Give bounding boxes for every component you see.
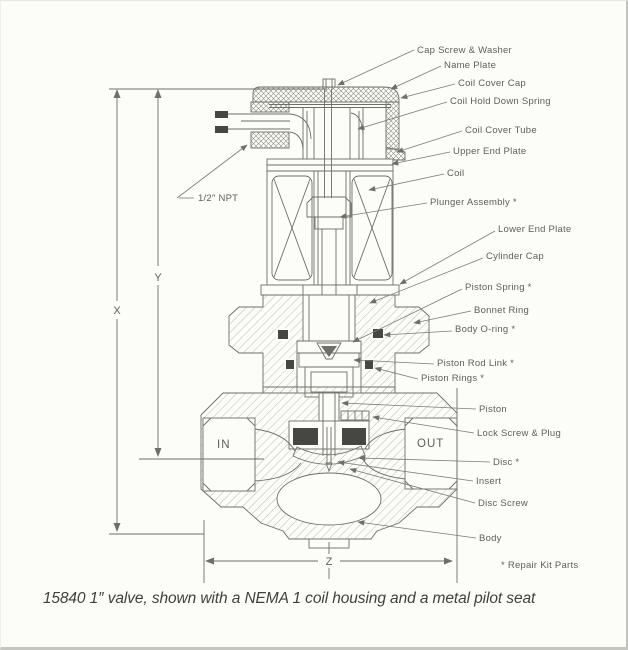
callout-coil-hold-down-spring: Coil Hold Down Spring bbox=[450, 96, 551, 107]
callout-disc-screw: Disc Screw bbox=[478, 498, 529, 509]
valve-cross-section bbox=[201, 79, 457, 548]
coil-shape bbox=[267, 171, 393, 285]
coil-cover-cap-shape bbox=[251, 87, 405, 160]
callout-coil: Coil bbox=[447, 168, 465, 179]
callout-coil-cover-tube: Coil Cover Tube bbox=[465, 125, 537, 136]
body-shape bbox=[201, 387, 457, 548]
callout-insert: Insert bbox=[476, 476, 502, 487]
conduit-callout bbox=[177, 145, 247, 204]
callout-body-o-ring: Body O-ring * bbox=[455, 324, 516, 335]
dimension-z-label: Z bbox=[325, 556, 333, 568]
conduit-label: 1/2″ NPT bbox=[198, 193, 239, 204]
callout-name-plate: Name Plate bbox=[444, 60, 497, 71]
callout-piston: Piston bbox=[479, 404, 507, 415]
callout-piston-rod-link: Piston Rod Link * bbox=[437, 358, 515, 369]
callout-body: Body bbox=[479, 533, 502, 544]
lower-end-plate-shape bbox=[261, 285, 399, 295]
dimension-y-label: Y bbox=[154, 272, 162, 284]
port-in-label: IN bbox=[217, 439, 231, 451]
callout-piston-spring: Piston Spring * bbox=[465, 282, 532, 293]
callout-cylinder-cap: Cylinder Cap bbox=[486, 251, 544, 262]
bonnet-shape bbox=[229, 295, 429, 393]
callout-bonnet-ring: Bonnet Ring bbox=[474, 305, 530, 316]
upper-end-plate-shape bbox=[267, 159, 393, 171]
repair-kit-footnote: * Repair Kit Parts bbox=[501, 560, 579, 571]
callout-coil-cover-cap: Coil Cover Cap bbox=[458, 78, 526, 89]
wire-leads bbox=[215, 111, 290, 133]
callout-lower-end-plate: Lower End Plate bbox=[498, 224, 572, 235]
callout-upper-end-plate: Upper End Plate bbox=[453, 146, 527, 157]
callout-cap-screw-washer: Cap Screw & Washer bbox=[417, 45, 512, 56]
callout-piston-rings: Piston Rings * bbox=[421, 373, 485, 384]
callout-plunger-assembly: Plunger Assembly * bbox=[430, 197, 517, 208]
dimension-x-label: X bbox=[113, 305, 121, 317]
callout-disc: Disc * bbox=[493, 457, 520, 468]
callout-lock-screw-plug: Lock Screw & Plug bbox=[477, 428, 561, 439]
figure-caption: 15840 1″ valve, shown with a NEMA 1 coil housing and a metal pilot seat bbox=[42, 590, 536, 607]
valve-cutaway-diagram bbox=[1, 1, 628, 650]
port-out-label: OUT bbox=[417, 438, 445, 450]
